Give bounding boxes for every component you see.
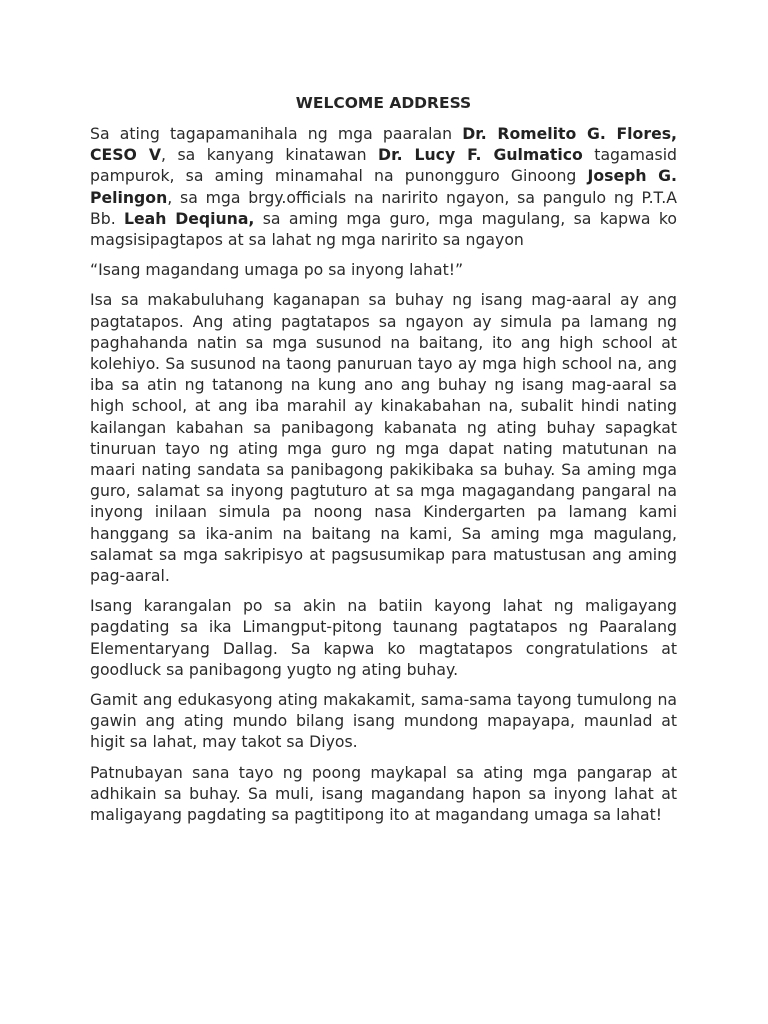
intro-text-5: sa aming mga guro, mga magulang, sa kapwa ko magsisipagtapos at sa lahat ng mga naririto sa ngayon: [90, 208, 677, 250]
representative-name: Dr. Lucy F. Gulmatico: [378, 145, 583, 165]
body-paragraph-1: Isa sa makabuluhang kaganapan sa buhay ng isang mag-aaral ay ang pagtatapos. Ang ating pagtatapos sa ngayon ay simula pa lamang ng paghahanda natin sa mga susunod na baitang, ito ang high school at kolehiyo. Sa susunod na taong panuruan tayo ay mga high school na, ang iba sa atin ng tatanong na kung ano ang buhay ng isang mag-aaral sa high school, at ang iba marahil ay kinakabahan na, subalit hindi nating kailangan kabahan sa panibagong kabanata ng ating buhay sapagkat tinuruan tayo ng ating mga guro ng mga dapat nating matutunan na maari nating sandata sa panibagong pakikibaka sa buhay. Sa aming mga guro, salamat sa inyong pagtuturo at sa mga magagandang pangaral na inyong inilaan simula pa noong nasa Kindergarten pa lamang kami hanggang sa ika-anim na baitang na kami, Sa aming mga magulang, salamat sa mga sakripisyo at pagsusumikap para matustusan ang aming pag-aaral.: [90, 290, 677, 586]
superintendent-name: Dr. Romelito G. Flores, CESO V: [90, 124, 678, 165]
intro-paragraph: [90, 123, 677, 250]
intro-text-3: tagamasid pampurok, sa aming minamahal na punongguro Ginoong: [90, 145, 678, 186]
body-paragraph-4: Patnubayan sana tayo ng poong maykapal sa ating mga pangarap at adhikain sa buhay. Sa muli, isang magandang hapon sa inyong lahat at maligayang pagdating sa pagtitipong ito at magandang umaga sa lahat!: [90, 762, 677, 825]
greeting-paragraph: “Isang magandang umaga po sa inyong lahat!”: [90, 260, 464, 280]
document-page: [90, 92, 677, 834]
principal-name: Joseph G. Pelingon: [90, 166, 677, 207]
document-title: WELCOME ADDRESS: [295, 94, 472, 112]
intro-text-4: , sa mga brgy.officials na naririto ngayon, sa pangulo ng P.T.A Bb.: [90, 187, 677, 228]
intro-text-2: , sa kanyang kinatawan: [160, 145, 379, 165]
body-paragraph-2: Isang karangalan po sa akin na batiin kayong lahat ng maligayang pagdating sa ika Limangput-pitong taunang pagtatapos ng Paaralang Elementaryang Dallag. Sa kapwa ko magtatapos congratulations at goodluck sa panibagong yugto ng ating buhay.: [90, 596, 677, 679]
body-paragraph-3: Gamit ang edukasyong ating makakamit, sama-sama tayong tumulong na gawin ang ating mundo bilang isang mundong mapayapa, maunlad at higit sa lahat, may takot sa Diyos.: [90, 690, 677, 752]
pta-president-name: Leah Deqiuna,: [124, 208, 255, 228]
intro-text-1: Sa ating tagapamanihala ng mga paaralan: [90, 124, 463, 143]
